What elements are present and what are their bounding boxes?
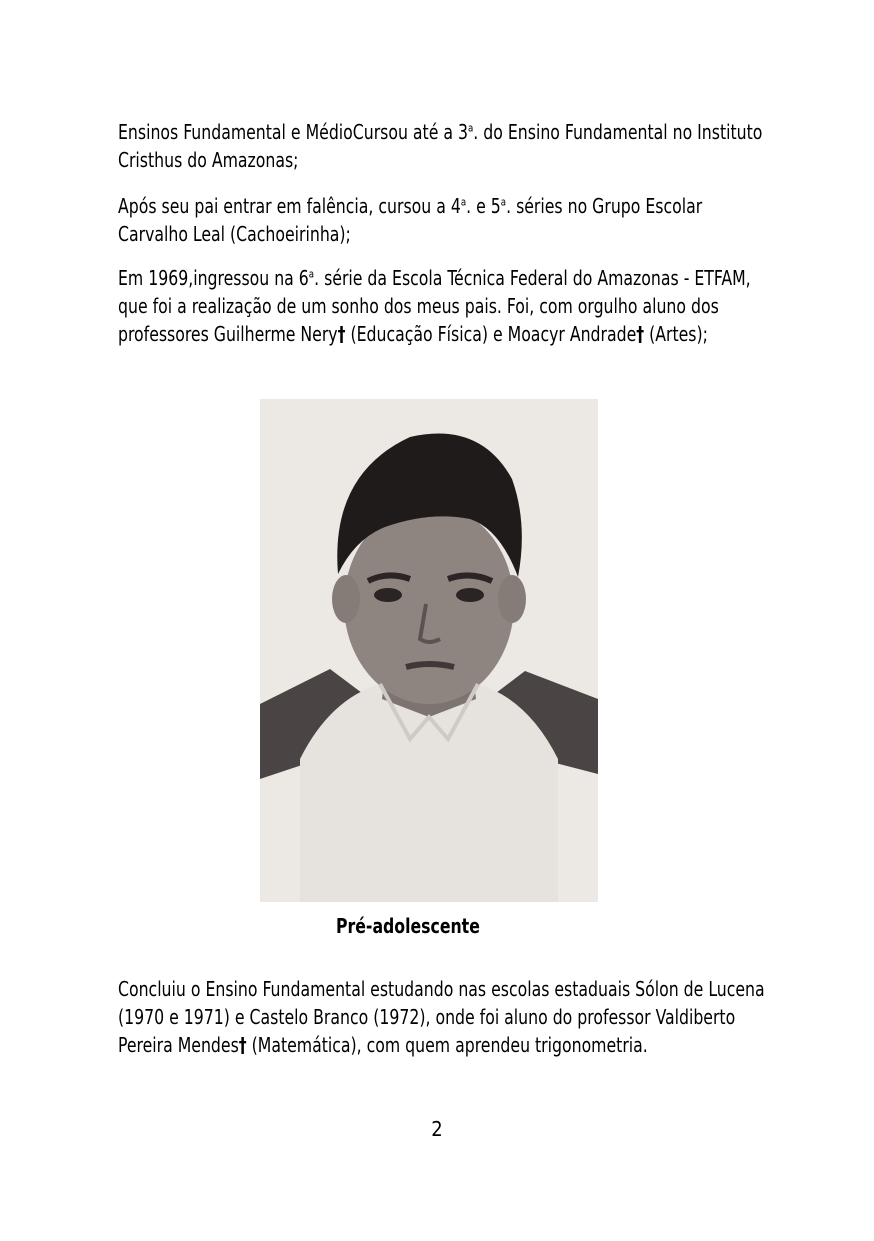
dagger-mark: † bbox=[636, 322, 645, 346]
photo-caption: Pré-adolescente bbox=[336, 914, 480, 938]
paragraph-conclusao: Concluiu o Ensino Fundamental estudando nas escolas estaduais Sólon de Lucena (1970 e 1971) e Castelo Branco (1972), onde foi aluno do professor Valdiberto Pereira Mendes† (Matemática), com quem aprendeu trigonometria. bbox=[118, 977, 765, 1057]
dagger-mark: † bbox=[337, 322, 346, 346]
left-eye bbox=[374, 588, 402, 602]
right-eye bbox=[456, 588, 484, 602]
paragraph-falencia: Após seu pai entrar em falência, cursou a 4$^a$. e 5$^a$. séries no Grupo Escolar Carvalho Leal (Cachoeirinha); bbox=[118, 194, 703, 246]
right-ear bbox=[498, 575, 526, 623]
dagger-mark: † bbox=[238, 1033, 247, 1057]
portrait-photo bbox=[260, 399, 598, 902]
mouth bbox=[406, 664, 454, 667]
portrait-illustration bbox=[260, 399, 598, 902]
paragraph-ensinos: Ensinos Fundamental e MédioCursou até a 3$^a$. do Ensino Fundamental no Instituto Cristhus do Amazonas; bbox=[118, 120, 763, 172]
page-number: 2 bbox=[431, 1117, 443, 1141]
left-ear bbox=[332, 575, 360, 623]
paragraph-etfam: Em 1969,ingressou na 6$^a$. série da Escola Técnica Federal do Amazonas - ETFAM, que foi a realização de um sonho dos meus pais. Foi, com orgulho aluno dos professores Guilherme Nery† (Educação Física) e Moacyr Andrade† (Artes); bbox=[118, 266, 751, 346]
